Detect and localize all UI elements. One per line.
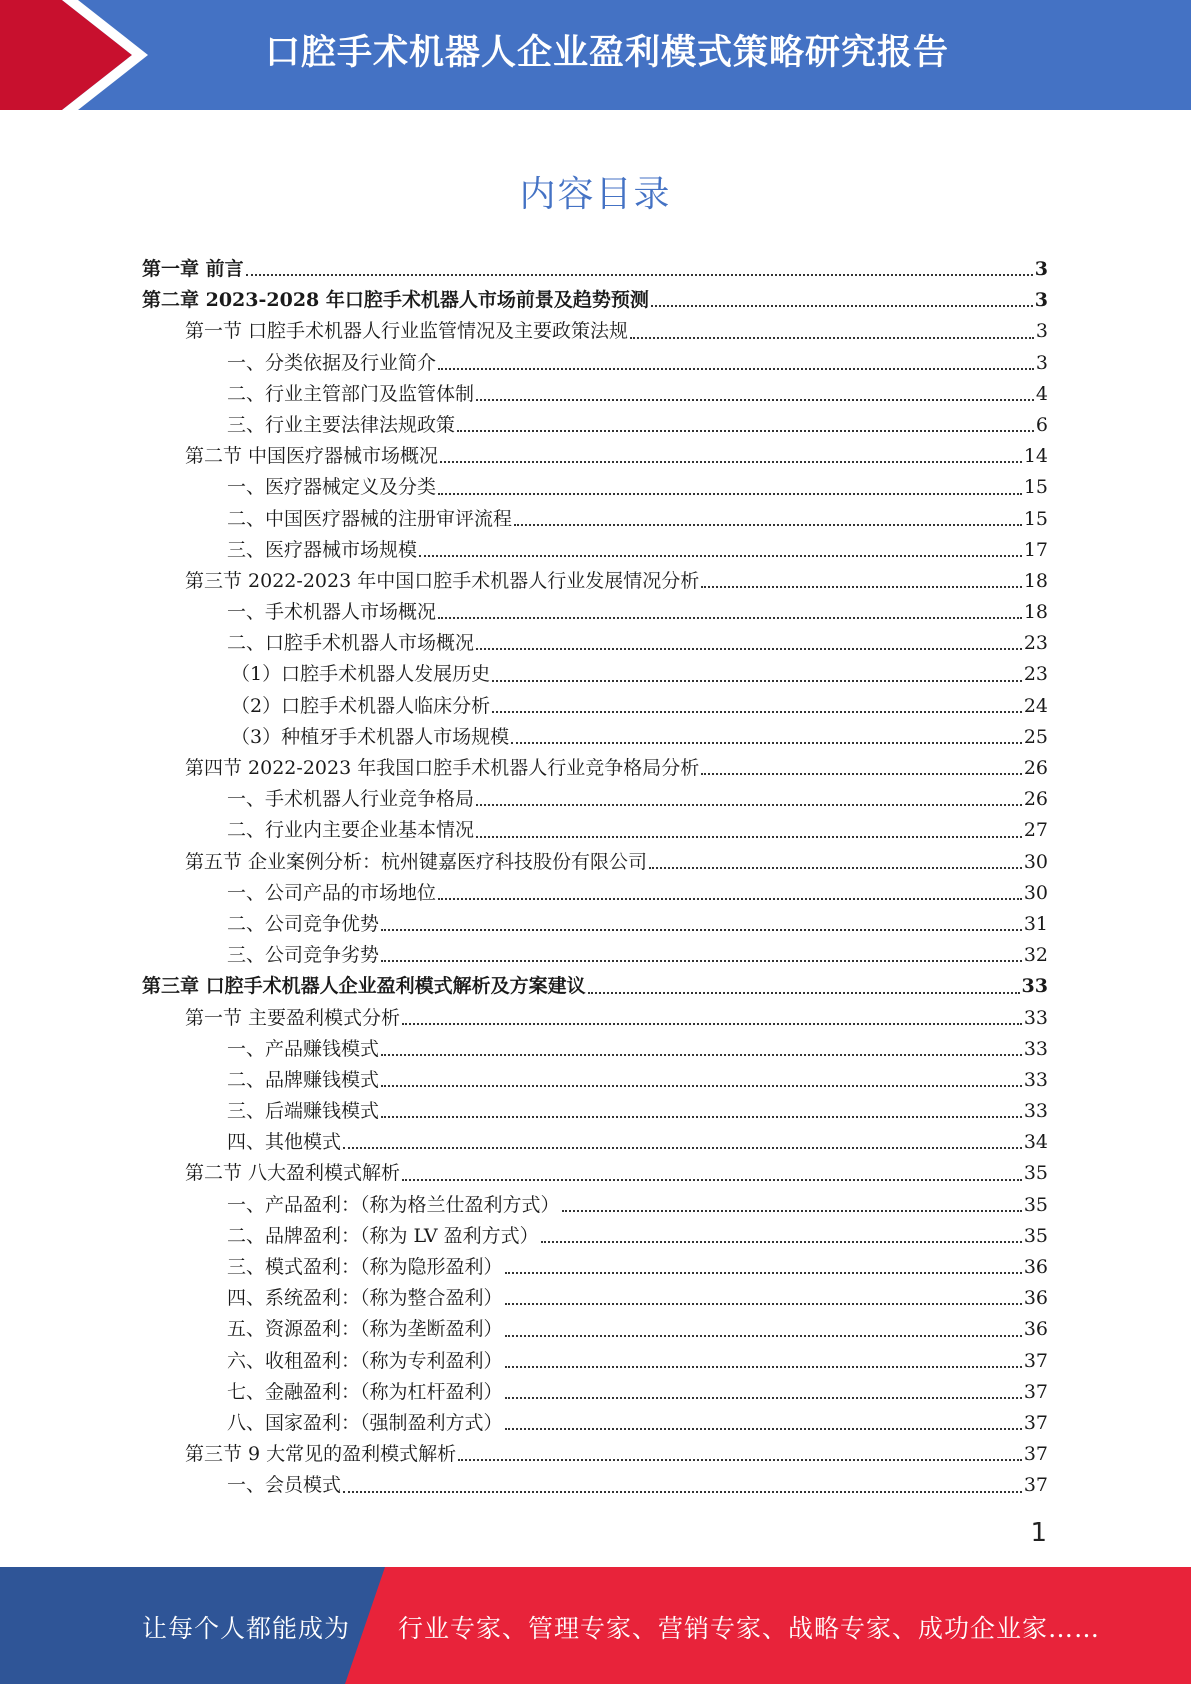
toc-entry[interactable]: [142, 254, 1048, 285]
toc-entry-page: 37: [1023, 1411, 1048, 1434]
footer-slogan-left: 让每个人都能成为: [142, 1614, 351, 1643]
toc-entry-title: 三、模式盈利：（称为隐形盈利）: [227, 1256, 503, 1278]
toc-entry-title: 第五节 企业案例分析：杭州键嘉医疗科技股份有限公司: [185, 850, 648, 873]
toc-entry[interactable]: [142, 1470, 1048, 1501]
toc-dot-leader: [514, 524, 1022, 526]
toc-dot-leader: [419, 555, 1022, 557]
toc-entry-title: 一、手术机器人市场概况: [227, 601, 437, 624]
toc-entry[interactable]: [142, 784, 1048, 815]
toc-entry-page: 37: [1023, 1474, 1048, 1497]
toc-entry[interactable]: [142, 940, 1048, 971]
toc-entry-title: 第三节 9 大常见的盈利模式解析: [185, 1443, 457, 1466]
toc-entry-title: 五、资源盈利：（称为垄断盈利）: [227, 1318, 503, 1341]
toc-heading: 内容目录: [519, 174, 672, 215]
toc-entry[interactable]: [142, 285, 1048, 316]
toc-entry-title: 三、公司竞争劣势: [227, 944, 380, 967]
toc-entry[interactable]: [142, 847, 1048, 878]
toc-dot-leader: [402, 1179, 1022, 1181]
toc-entry-page: 3: [1034, 289, 1048, 312]
toc-entry[interactable]: [142, 878, 1048, 909]
toc-entry[interactable]: [142, 1096, 1048, 1127]
toc-dot-leader: [492, 711, 1022, 713]
report-title: 口腔手术机器人企业盈利模式策略研究报告: [265, 33, 950, 73]
toc-dot-leader: [651, 305, 1033, 307]
toc-dot-leader: [701, 773, 1022, 775]
toc-entry-title: 四、其他模式: [227, 1131, 342, 1154]
toc-entry[interactable]: [142, 1003, 1048, 1034]
toc-dot-leader: [440, 461, 1022, 463]
toc-dot-leader: [505, 1335, 1022, 1337]
toc-entry-title: （2）口腔手术机器人临床分析: [231, 694, 491, 717]
toc-entry-page: 23: [1023, 663, 1048, 686]
toc-entry-title: （3）种植牙手术机器人市场规模: [231, 725, 510, 748]
toc-entry-page: 36: [1023, 1318, 1048, 1341]
toc-entry[interactable]: [142, 535, 1048, 566]
toc-dot-leader: [505, 1397, 1022, 1399]
toc-entry-title: （1）口腔手术机器人发展历史: [231, 663, 491, 686]
toc-dot-leader: [458, 1459, 1022, 1461]
toc-dot-leader: [246, 274, 1033, 276]
toc-entry[interactable]: [142, 1127, 1048, 1158]
toc-entry-title: 六、收租盈利：（称为专利盈利）: [227, 1349, 503, 1372]
toc-dot-leader: [476, 836, 1022, 838]
toc-entry-page: 26: [1023, 757, 1048, 779]
toc-dot-leader: [381, 1054, 1022, 1056]
toc-entry-page: 30: [1023, 850, 1048, 873]
toc-entry-title: 一、产品盈利：（称为格兰仕盈利方式）: [227, 1193, 560, 1216]
toc-entry-page: 35: [1023, 1224, 1048, 1247]
toc-entry-page: 14: [1023, 445, 1048, 468]
toc-entry-page: 37: [1023, 1349, 1048, 1372]
toc-entry-page: 36: [1023, 1256, 1048, 1278]
toc-entry-page: 24: [1023, 694, 1048, 717]
toc-entry-title: 二、品牌盈利：（称为 LV 盈利方式）: [227, 1224, 539, 1247]
toc-entry-page: 17: [1023, 538, 1048, 561]
toc-entry[interactable]: [142, 753, 1048, 784]
toc-entry[interactable]: [142, 971, 1048, 1002]
toc-entry-page: 36: [1023, 1287, 1048, 1310]
toc-dot-leader: [343, 1491, 1022, 1493]
toc-entry-title: 八、国家盈利：（强制盈利方式）: [227, 1411, 503, 1434]
toc-entry-page: 35: [1023, 1162, 1048, 1185]
toc-entry[interactable]: [142, 722, 1048, 753]
toc-entry-title: 第一节 口腔手术机器人行业监管情况及主要政策法规: [185, 320, 629, 343]
toc-entry-title: 一、分类依据及行业简介: [227, 351, 437, 374]
page-number: 1: [1030, 1518, 1047, 1548]
toc-entry-page: 25: [1023, 725, 1048, 748]
toc-dot-leader: [630, 337, 1034, 339]
toc-entry-page: 33: [1023, 1037, 1048, 1060]
toc-entry[interactable]: [142, 1190, 1048, 1221]
toc-entry-page: 15: [1023, 476, 1048, 499]
toc-entry-page: 3: [1035, 320, 1048, 343]
toc-entry-page: 26: [1023, 788, 1048, 811]
toc-entry[interactable]: [142, 1408, 1048, 1439]
toc-entry-page: 37: [1023, 1443, 1048, 1466]
toc-entry[interactable]: [142, 1314, 1048, 1345]
toc-dot-leader: [476, 399, 1034, 401]
toc-entry-title: 二、品牌赚钱模式: [227, 1068, 380, 1091]
toc-entry[interactable]: [142, 348, 1048, 379]
toc-dot-leader: [438, 898, 1022, 900]
toc-entry-title: 第二节 中国医疗器械市场概况: [185, 445, 439, 468]
toc-entry-page: 15: [1023, 507, 1048, 530]
toc-entry-page: 37: [1023, 1380, 1048, 1403]
toc-dot-leader: [505, 1366, 1022, 1368]
toc-dot-leader: [701, 586, 1022, 588]
toc-dot-leader: [402, 1023, 1022, 1025]
toc-entry-page: 18: [1023, 569, 1048, 592]
footer-slogan-right: 行业专家、管理专家、营销专家、战略专家、成功企业家……: [398, 1614, 1101, 1643]
toc-entry[interactable]: [142, 1346, 1048, 1377]
toc-entry-page: 33: [1021, 975, 1048, 998]
toc-entry-title: 第一节 主要盈利模式分析: [185, 1006, 401, 1029]
toc-entry[interactable]: [142, 691, 1048, 722]
toc-entry-title: 第一章 前言: [142, 258, 244, 280]
toc-dot-leader: [492, 680, 1022, 682]
toc-entry[interactable]: [142, 441, 1048, 472]
toc-dot-leader: [505, 1428, 1022, 1430]
toc-entry-title: 二、行业主管部门及监管体制: [227, 382, 475, 405]
toc-entry[interactable]: [142, 504, 1048, 535]
toc-dot-leader: [381, 929, 1022, 931]
toc-entry-page: 3: [1035, 351, 1048, 374]
toc-entry-title: 一、医疗器械定义及分类: [227, 476, 437, 499]
toc-dot-leader: [562, 1210, 1022, 1212]
toc-dot-leader: [588, 992, 1020, 994]
toc-entry[interactable]: [142, 628, 1048, 659]
toc-entry[interactable]: [142, 1439, 1048, 1470]
toc-entry-title: 第三节 2022-2023 年中国口腔手术机器人行业发展情况分析: [185, 569, 700, 592]
toc-dot-leader: [438, 493, 1022, 495]
toc-entry-title: 三、医疗器械市场规模: [227, 538, 418, 561]
toc-entry[interactable]: [142, 597, 1048, 628]
footer-banner: [0, 1567, 1191, 1684]
toc-entry-title: 四、系统盈利：（称为整合盈利）: [227, 1287, 503, 1310]
toc-entry[interactable]: [142, 566, 1048, 597]
toc-entry[interactable]: [142, 410, 1048, 441]
toc-dot-leader: [541, 1241, 1022, 1243]
toc-entry-page: 18: [1023, 601, 1048, 624]
toc-entry-page: 3: [1034, 258, 1048, 280]
toc-dot-leader: [476, 804, 1022, 806]
toc-entry-page: 33: [1023, 1100, 1048, 1123]
toc-entry[interactable]: [142, 1221, 1048, 1252]
toc-entry-page: 4: [1035, 382, 1048, 405]
toc-entry-page: 30: [1023, 881, 1048, 904]
toc-entry-page: 6: [1035, 413, 1048, 436]
table-of-contents: [142, 254, 1048, 1502]
toc-entry[interactable]: [142, 1034, 1048, 1065]
toc-entry-title: 第四节 2022-2023 年我国口腔手术机器人行业竞争格局分析: [185, 757, 700, 779]
toc-entry-page: 32: [1023, 944, 1048, 967]
toc-entry[interactable]: [142, 316, 1048, 347]
toc-entry-title: 二、行业内主要企业基本情况: [227, 819, 475, 842]
toc-dot-leader: [457, 430, 1034, 432]
toc-entry-title: 三、行业主要法律法规政策: [227, 413, 456, 436]
toc-dot-leader: [381, 960, 1022, 962]
toc-entry[interactable]: [142, 1252, 1048, 1283]
toc-dot-leader: [505, 1272, 1022, 1274]
header-chevron-decoration: [0, 0, 160, 110]
toc-entry-title: 一、会员模式: [227, 1474, 342, 1497]
toc-dot-leader: [511, 742, 1022, 744]
toc-entry-page: 23: [1023, 632, 1048, 655]
toc-entry-title: 七、金融盈利：（称为杠杆盈利）: [227, 1380, 503, 1403]
toc-entry[interactable]: [142, 815, 1048, 846]
toc-entry-page: 33: [1023, 1006, 1048, 1029]
toc-entry-title: 一、产品赚钱模式: [227, 1037, 380, 1060]
toc-dot-leader: [476, 648, 1022, 650]
toc-entry-page: 33: [1023, 1068, 1048, 1091]
toc-entry[interactable]: [142, 1283, 1048, 1314]
toc-entry-title: 二、口腔手术机器人市场概况: [227, 632, 475, 655]
toc-entry-title: 第二章 2023-2028 年口腔手术机器人市场前景及趋势预测: [142, 289, 649, 312]
toc-dot-leader: [381, 1085, 1022, 1087]
toc-entry[interactable]: [142, 1065, 1048, 1096]
toc-dot-leader: [438, 617, 1022, 619]
toc-dot-leader: [343, 1147, 1022, 1149]
toc-entry-page: 35: [1023, 1193, 1048, 1216]
toc-entry-title: 一、手术机器人行业竞争格局: [227, 788, 475, 811]
toc-entry[interactable]: [142, 472, 1048, 503]
toc-dot-leader: [381, 1116, 1022, 1118]
toc-entry[interactable]: [142, 1158, 1048, 1189]
toc-entry-page: 31: [1023, 912, 1048, 935]
toc-entry-title: 三、后端赚钱模式: [227, 1100, 380, 1123]
toc-dot-leader: [505, 1303, 1022, 1305]
toc-entry[interactable]: [142, 1377, 1048, 1408]
toc-entry-title: 二、中国医疗器械的注册审评流程: [227, 507, 513, 530]
toc-entry-title: 二、公司竞争优势: [227, 912, 380, 935]
toc-dot-leader: [438, 368, 1034, 370]
header-banner: [0, 0, 1191, 110]
toc-entry[interactable]: [142, 659, 1048, 690]
toc-entry-title: 一、公司产品的市场地位: [227, 881, 437, 904]
toc-entry[interactable]: [142, 379, 1048, 410]
toc-entry-page: 34: [1023, 1131, 1048, 1154]
toc-dot-leader: [649, 867, 1022, 869]
toc-entry-title: 第三章 口腔手术机器人企业盈利模式解析及方案建议: [142, 975, 586, 998]
toc-entry-title: 第二节 八大盈利模式解析: [185, 1162, 401, 1185]
toc-entry-page: 27: [1023, 819, 1048, 842]
toc-entry[interactable]: [142, 909, 1048, 940]
